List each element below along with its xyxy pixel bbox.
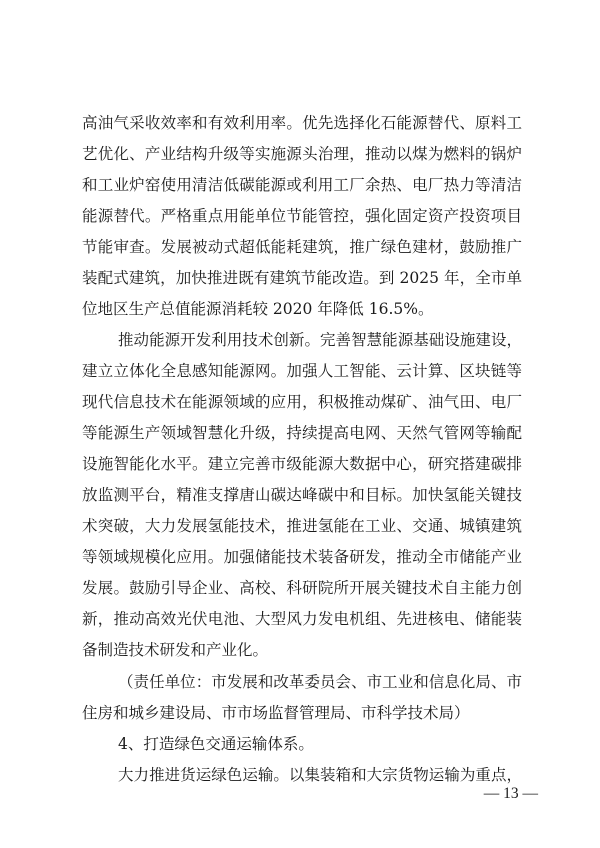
paragraph2-line-8: 等领域规模化应用。加强储能技术装备研发，推动全市储能产业	[82, 548, 522, 566]
paragraph3-line-1: 大力推进货运绿色运输。以集装箱和大宗货物运输为重点，	[118, 766, 522, 784]
paragraph2-line-9: 发展。鼓励引导企业、高校、科研院所开展关键技术自主能力创	[82, 579, 522, 597]
responsibility-line-2: 住房和城乡建设局、市市场监督管理局、市科学技术局）	[82, 704, 470, 722]
paragraph1-line-1: 高油气采收效率和有效利用率。优先选择化石能源替代、原料工	[82, 114, 522, 132]
paragraph2-line-3: 现代信息技术在能源领域的应用，积极推动煤矿、油气田、电厂	[82, 393, 522, 411]
paragraph2-line-4: 等能源生产领域智慧化升级，持续提高电网、天然气管网等输配	[82, 424, 522, 442]
paragraph1-line-5: 节能审查。发展被动式超低能耗建筑，推广绿色建材，鼓励推广	[82, 238, 522, 256]
paragraph2-line-6: 放监测平台，精准支撑唐山碳达峰碳中和目标。加快氢能关键技	[82, 486, 522, 504]
paragraph1-line-7: 位地区生产总值能源消耗较 2020 年降低 16.5%。	[82, 300, 434, 318]
paragraph1-line-4: 能源替代。严格重点用能单位节能管控，强化固定资产投资项目	[82, 207, 522, 225]
section-heading: 4、打造绿色交通运输体系。	[118, 735, 314, 753]
paragraph2-line-5: 设施智能化水平。建立完善市级能源大数据中心，研究搭建碳排	[82, 455, 522, 473]
paragraph1-line-6: 装配式建筑，加快推进既有建筑节能改造。到 2025 年，全市单	[82, 269, 522, 287]
paragraph2-line-11: 备制造技术研发和产业化。	[82, 641, 269, 659]
paragraph2-line-10: 新，推动高效光伏电池、大型风力发电机组、先进核电、储能装	[82, 610, 522, 628]
paragraph2-line-2: 建立立体化全息感知能源网。加强人工智能、云计算、区块链等	[82, 362, 522, 380]
responsibility-line-1: （责任单位：市发展和改革委员会、市工业和信息化局、市	[118, 673, 522, 691]
paragraph1-line-2: 艺优化、产业结构升级等实施源头治理，推动以煤为燃料的锅炉	[82, 145, 522, 163]
paragraph2-line-1: 推动能源开发利用技术创新。完善智慧能源基础设施建设，	[118, 331, 522, 349]
page-number: — 13 —	[483, 785, 538, 802]
paragraph2-line-7: 术突破，大力发展氢能技术，推进氢能在工业、交通、城镇建筑	[82, 517, 522, 535]
paragraph1-line-3: 和工业炉窑使用清洁低碳能源或利用工厂余热、电厂热力等清洁	[82, 176, 522, 194]
